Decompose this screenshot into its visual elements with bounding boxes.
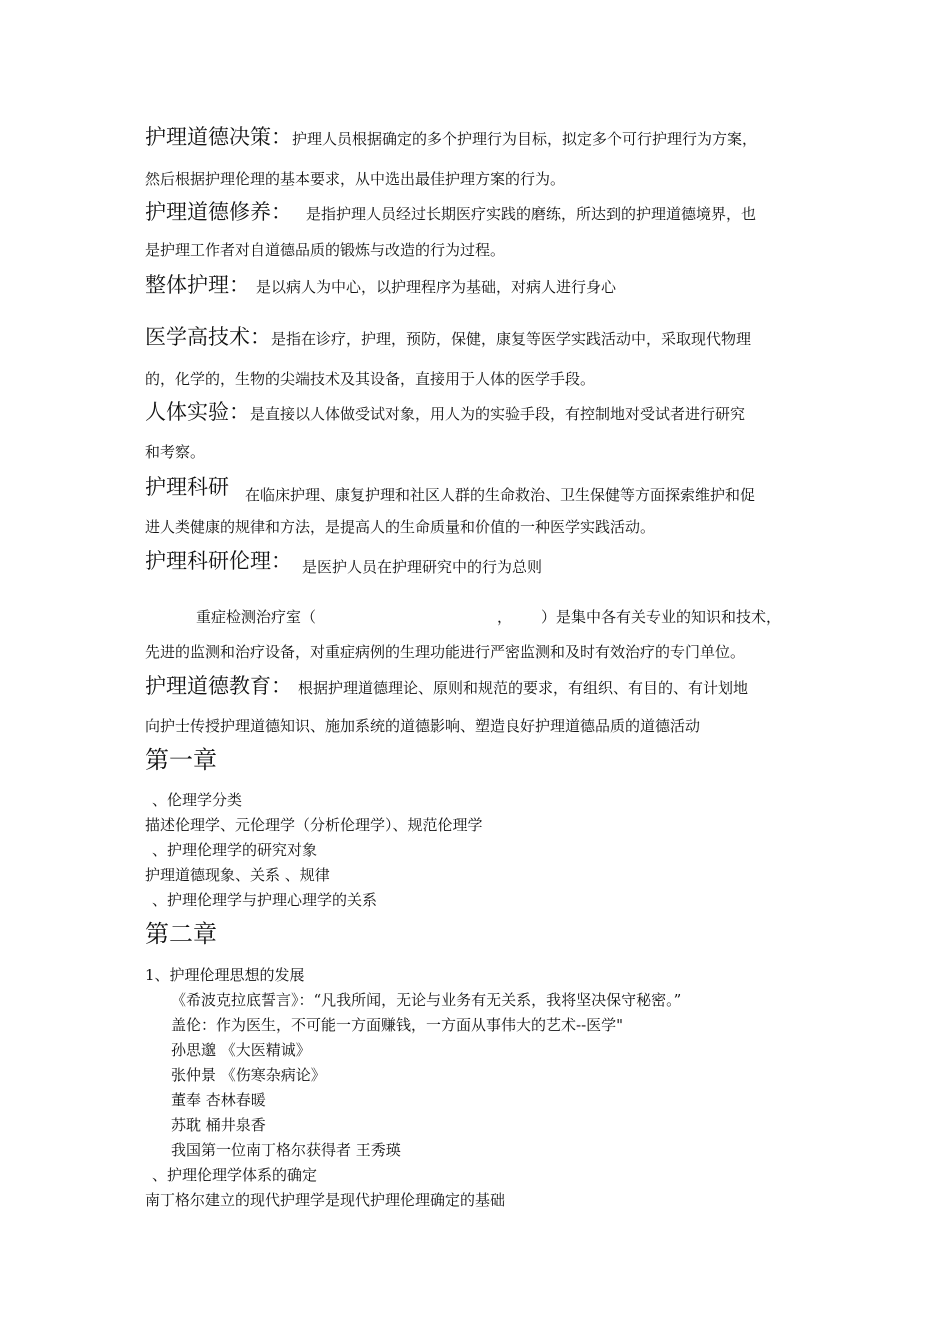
definition-nursing-ethics-education: [145, 671, 815, 735]
chapter-two-item: 张仲景 《伤寒杂病论》: [171, 1066, 326, 1084]
definition-nursing-ethical-decision: [145, 122, 815, 188]
definition-nursing-ethical-cultivation: [145, 197, 815, 259]
definition-text: 是直接以人体做受试对象，用人为的实验手段，有控制地对受试者进行研究: [250, 405, 746, 423]
definition-text: 根据护理道德理论、原则和规范的要求，有组织、有目的、有计划地: [298, 679, 749, 697]
chapter-two-item: 南丁格尔建立的现代护理学是现代护理伦理确定的基础: [145, 1191, 506, 1209]
term-heading: 护理科研伦理：: [145, 549, 292, 573]
definition-text: 进人类健康的规律和方法，是提高人的生命质量和价值的一种医学实践活动。: [145, 518, 656, 536]
definition-human-experiment: [145, 397, 815, 461]
term-heading: 医学高技术：: [145, 325, 271, 349]
icu-definition: ）是集中各有关专业的知识和技术，: [541, 608, 782, 626]
definition-text: 是以病人为中心，以护理程序为基础，对病人进行身心: [256, 278, 617, 296]
term-heading: 护理道德决策：: [145, 125, 292, 149]
chapter-one-item: 、伦理学分类: [152, 791, 243, 809]
chapter-one-item: 、护理伦理学的研究对象: [152, 841, 318, 859]
definition-holistic-nursing: [145, 270, 815, 300]
definition-text: 向护士传授护理道德知识、施加系统的道德影响、塑造良好护理道德品质的道德活动: [145, 717, 701, 735]
icu-comma: ，: [497, 608, 513, 626]
term-heading: 整体护理：: [145, 273, 250, 297]
definition-text: 的，化学的，生物的尖端技术及其设备，直接用于人体的医学手段。: [145, 370, 596, 388]
definition-text: 是指在诊疗，护理，预防，保健，康复等医学实践活动中，采取现代物理: [271, 330, 752, 348]
icu-definition-continued: 先进的监测和治疗设备，对重症病例的生理功能进行严密监测和及时有效治疗的专门单位。: [145, 643, 746, 661]
term-heading: 人体实验：: [145, 400, 250, 424]
definition-text: 在临床护理、康复护理和社区人群的生命救治、卫生保健等方面探索维护和促: [245, 486, 756, 504]
chapter-one-item: 护理道德现象、关系 、规律: [145, 866, 330, 884]
chapter-two-item: 1、护理伦理思想的发展: [145, 966, 305, 984]
definition-text: 和考察。: [145, 443, 206, 461]
chapter-two-item: 盖伦：作为医生，不可能一方面赚钱，一方面从事伟大的艺术--医学": [171, 1016, 624, 1034]
chapter-two-item: 苏耽 桶井泉香: [171, 1116, 266, 1134]
chapter-two-item: 《希波克拉底誓言》：“凡我所闻，无论与业务有无关系，我将坚决保守秘密。”: [171, 991, 682, 1009]
chapter-two-item: 我国第一位南丁格尔获得者 王秀瑛: [171, 1141, 401, 1159]
definition-medical-high-tech: [145, 322, 815, 388]
definition-text: 是指护理人员经过长期医疗实践的磨练，所达到的护理道德境界，也: [306, 205, 757, 223]
chapter-one-heading: 第一章: [145, 746, 217, 774]
definition-nursing-research: [145, 472, 815, 536]
chapter-two-item: 董奉 杏林春暖: [171, 1091, 266, 1109]
chapter-two-item: 、护理伦理学体系的确定: [152, 1166, 318, 1184]
term-heading: 护理道德修养：: [145, 200, 292, 224]
definition-text: 然后根据护理伦理的基本要求，从中选出最佳护理方案的行为。: [145, 170, 566, 188]
definition-nursing-research-ethics: [145, 546, 815, 576]
chapter-one-item: 描述伦理学、元伦理学（分析伦理学）、规范伦理学: [145, 816, 483, 834]
term-heading: 护理科研: [145, 475, 229, 499]
icu-label: 重症检测治疗室（: [196, 608, 317, 626]
chapter-one-item: 、护理伦理学与护理心理学的关系: [152, 891, 378, 909]
term-heading: 护理道德教育：: [145, 674, 292, 698]
definition-text: 护理人员根据确定的多个护理行为目标，拟定多个可行护理行为方案，: [292, 130, 758, 148]
chapter-two-heading: 第二章: [145, 920, 217, 948]
definition-text: 是医护人员在护理研究中的行为总则: [302, 558, 543, 576]
chapter-two-item: 孙思邈 《大医精诚》: [171, 1041, 311, 1059]
definition-text: 是护理工作者对自道德品质的锻炼与改造的行为过程。: [145, 241, 506, 259]
